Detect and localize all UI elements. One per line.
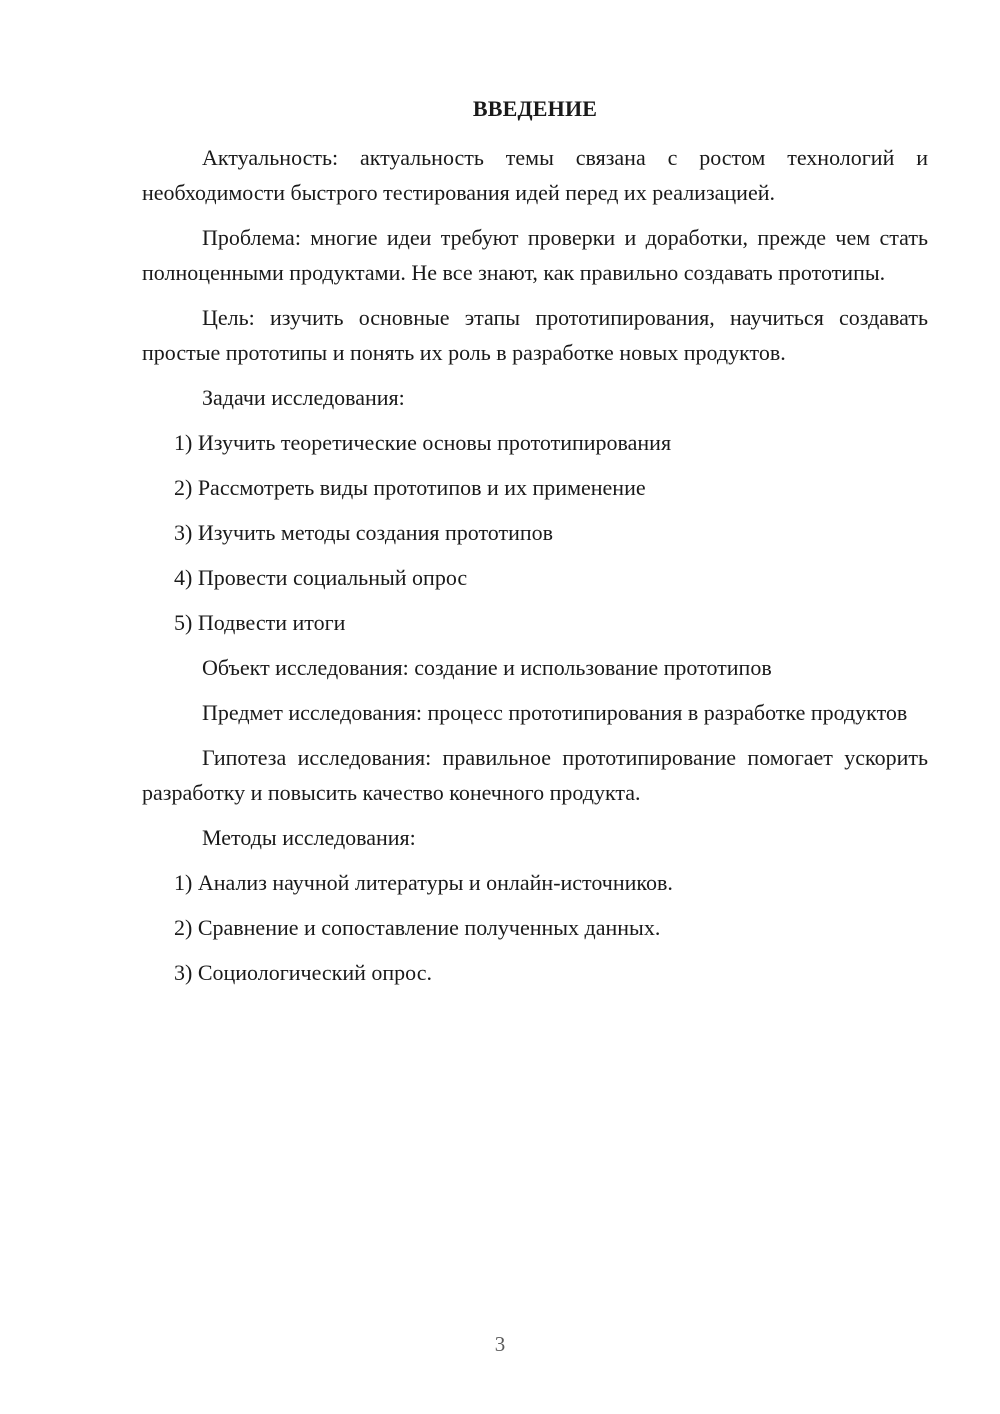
list-item: 2) Рассмотреть виды прототипов и их применение [174,475,646,500]
relevance-paragraph: Актуальность: актуальность темы связана с ростом технологий и необходимости быстрого тестирования идей перед их реализацией. [142,145,928,205]
subject-paragraph: Предмет исследования: процесс прототипирования в разработке продуктов [202,700,908,725]
methods-heading: Методы исследования: [202,825,416,850]
hypothesis-paragraph: Гипотеза исследования: правильное прототипирование помогает ускорить разработку и повысить качество конечного продукта. [142,745,928,805]
object-paragraph: Объект исследования: создание и использование прототипов [202,655,772,680]
list-item: 4) Провести социальный опрос [174,565,468,590]
list-item: 2) Сравнение и сопоставление полученных данных. [174,915,661,940]
list-item: 1) Изучить теоретические основы прототипирования [174,430,672,455]
list-item: 3) Социологический опрос. [174,960,432,985]
document-page [142,94,928,1000]
section-title: ВВЕДЕНИЕ [472,96,598,121]
list-item: 1) Анализ научной литературы и онлайн-источников. [174,870,673,895]
page-number: 3 [494,1332,506,1356]
goal-paragraph: Цель: изучить основные этапы прототипирования, научиться создавать простые прототипы и понять их роль в разработке новых продуктов. [142,305,928,365]
list-item: 5) Подвести итоги [174,610,346,635]
methods-list [142,865,928,990]
list-item: 3) Изучить методы создания прототипов [174,520,554,545]
tasks-heading: Задачи исследования: [202,385,405,410]
tasks-list [142,425,928,640]
problem-paragraph: Проблема: многие идеи требуют проверки и доработки, прежде чем стать полноценными продуктами. Не все знают, как правильно создавать прототипы. [142,225,928,285]
